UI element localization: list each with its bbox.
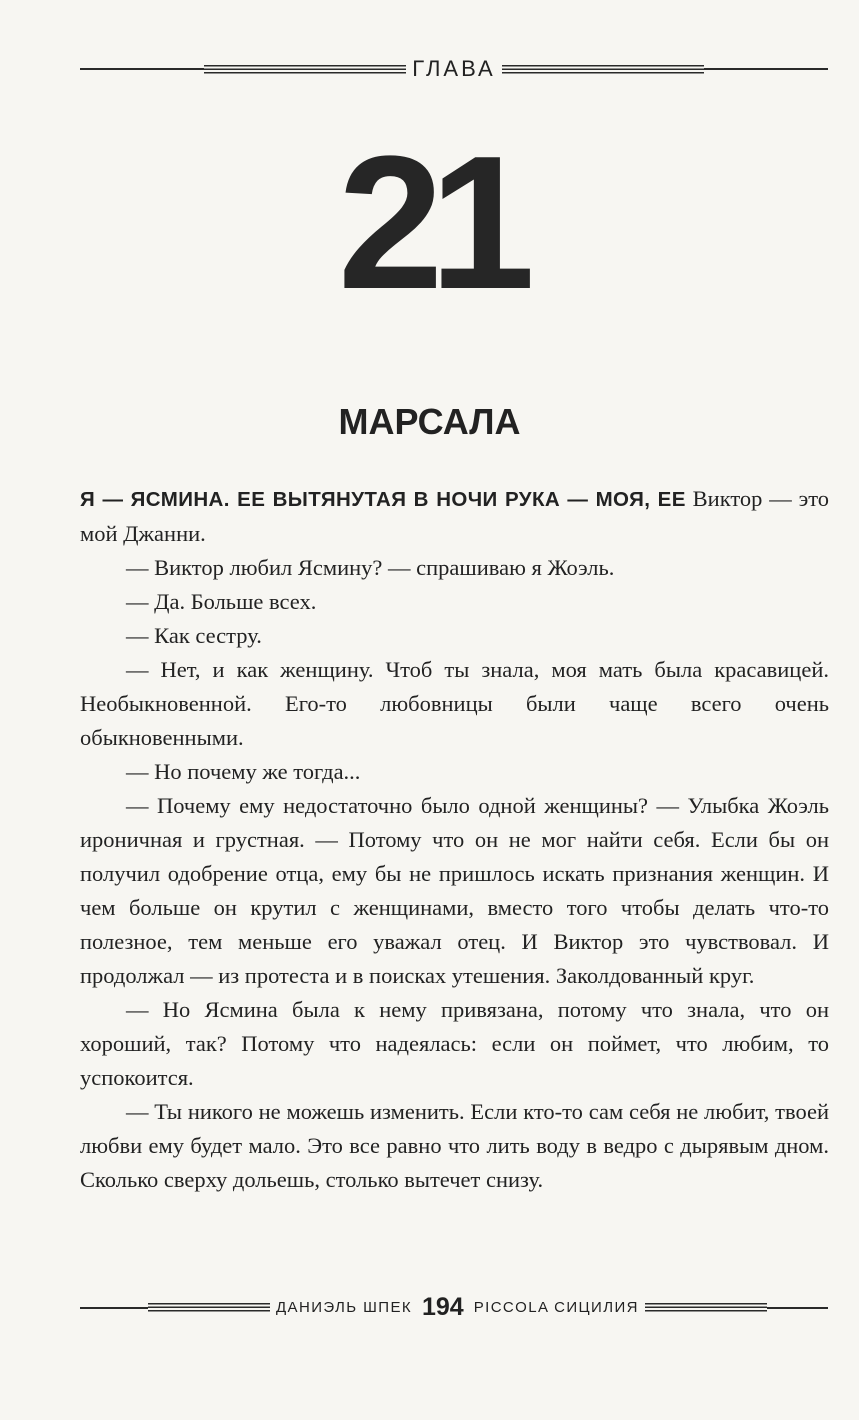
paragraph: — Да. Больше всех.	[126, 589, 317, 614]
chapter-number: 21	[337, 117, 522, 329]
opening-caps: Я — ЯСМИНА. ЕЕ ВЫТЯНУТАЯ В НОЧИ РУКА — МОЯ, ЕЕ	[80, 488, 686, 511]
footer-rule-left	[80, 1307, 148, 1309]
chapter-title: МАРСАЛА	[338, 401, 521, 442]
footer-rule-triple-right	[645, 1303, 767, 1312]
paragraph: — Но почему же тогда...	[126, 759, 361, 784]
paragraph: — Ты никого не можешь изменить. Если кто-то сам себя не любит, твоей любви ему будет мало. Это все равно что лить воду в ведро с дырявым дном. Сколько сверху дольешь, столько вытечет снизу.	[80, 1099, 829, 1192]
paragraph: — Как сестру.	[126, 623, 262, 648]
footer-book-title: PICCOLA СИЦИЛИЯ	[473, 1299, 639, 1316]
paragraph: — Нет, и как женщину. Чтоб ты знала, моя мать была красавицей. Необыкновенной. Его-то любовницы были чаще всего очень обыкновенными.	[80, 657, 829, 750]
header-rule-triple-right	[502, 65, 704, 74]
paragraph: — Но Ясмина была к нему привязана, потому что знала, что он хороший, так? Потому что надеялась: если он поймет, что любим, то успокоится.	[80, 997, 829, 1090]
opening-paragraph	[80, 482, 829, 551]
chapter-header	[80, 58, 828, 80]
chapter-label: ГЛАВА	[412, 56, 496, 81]
footer-rule-triple-left	[148, 1303, 270, 1312]
header-rule-left	[80, 68, 204, 70]
header-rule-right	[704, 68, 828, 70]
page-footer	[80, 1293, 828, 1322]
paragraph: — Почему ему недостаточно было одной женщины? — Улыбка Жоэль ироничная и грустная. — Потому что он не мог найти себя. Если бы он получил одобрение отца, ему бы не пришлось искать признания женщин. И чем больше он крутил с женщинами, вместо того чтобы делать что-то полезное, тем меньше его уважал отец. И Виктор это чувствовал. И продолжал — из протеста и в поисках утешения. Заколдованный круг.	[80, 793, 829, 988]
page-number: 194	[422, 1293, 464, 1321]
header-rule-triple-left	[204, 65, 406, 74]
footer-rule-right	[767, 1307, 828, 1309]
footer-author: ДАНИЭЛЬ ШПЕК	[276, 1299, 412, 1316]
paragraph: — Виктор любил Ясмину? — спрашиваю я Жоэль.	[126, 555, 615, 580]
opening-rest: Виктор — это мой Джанни.	[80, 486, 830, 546]
body-text	[80, 482, 829, 1197]
